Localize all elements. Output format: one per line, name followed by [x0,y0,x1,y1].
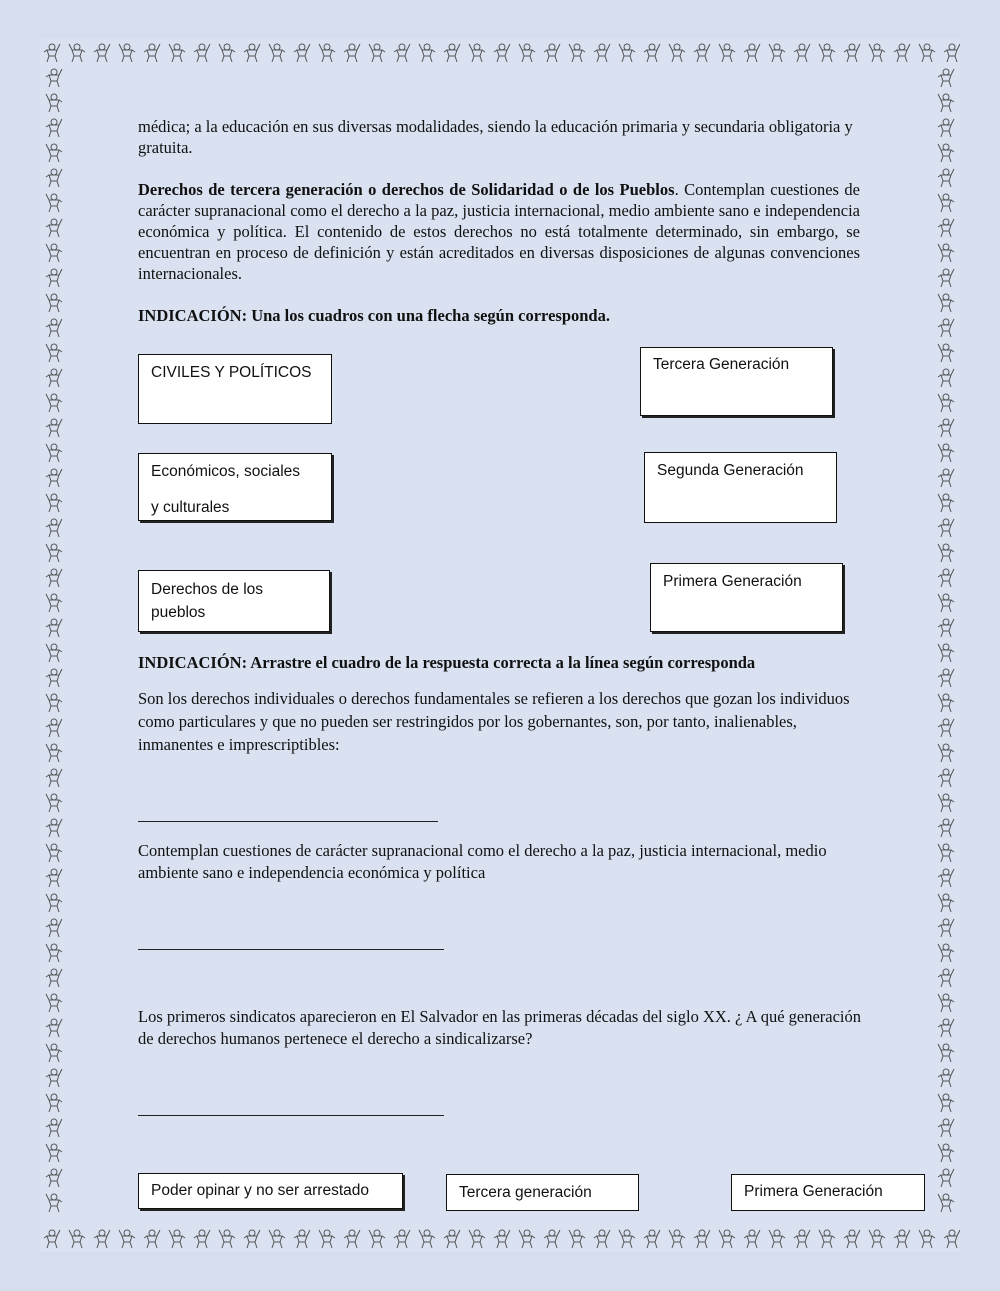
border-figure-icon [844,44,860,62]
border-figure-icon [938,269,954,287]
border-figure-icon [46,244,62,262]
match-left-box-label: Económicos, sociales [151,463,301,480]
border-figure-icon [844,1230,860,1248]
decorative-border-top [40,38,960,66]
border-figure-icon [46,594,62,612]
border-figure-icon [944,1230,960,1248]
match-left-box-label: Derechos de los [151,581,264,598]
border-figure-icon [938,469,954,487]
border-figure-icon [938,394,954,412]
border-figure-icon [938,244,954,262]
border-figure-icon [569,44,585,62]
border-figure-icon [494,44,510,62]
border-figure-icon [894,1230,910,1248]
border-figure-icon [46,1144,62,1162]
border-figure-icon [938,644,954,662]
match-left-box-civiles[interactable] [138,354,332,424]
border-figure-icon [194,1230,210,1248]
border-figure-icon [938,69,954,87]
border-figure-icon [938,1019,954,1037]
border-figure-icon [619,44,635,62]
border-figure-icon [46,644,62,662]
border-figure-icon [169,44,185,62]
border-figure-icon [46,119,62,137]
border-figure-icon [544,1230,560,1248]
match-right-box-label: Segunda Generación [657,462,804,479]
match-right-box-label: Tercera Generación [653,356,790,373]
border-figure-icon [46,994,62,1012]
border-figure-icon [46,819,62,837]
border-figure-icon [46,869,62,887]
border-figure-icon [938,894,954,912]
border-figure-icon [744,44,760,62]
border-figure-icon [938,794,954,812]
border-figure-icon [938,144,954,162]
border-figure-icon [938,969,954,987]
border-figure-icon [938,1194,954,1212]
border-figure-icon [46,494,62,512]
border-figure-icon [694,1230,710,1248]
border-figure-icon [394,44,410,62]
border-figure-icon [769,1230,785,1248]
border-figure-icon [244,44,260,62]
border-figure-icon [46,769,62,787]
border-figure-icon [938,819,954,837]
border-figure-icon [46,944,62,962]
border-figure-icon [938,444,954,462]
border-strip-svg [932,66,960,1224]
third-generation-title: Derechos de tercera generación o derechos de Solidaridad o de los Pueblos [138,180,675,199]
border-figure-icon [46,319,62,337]
border-figure-icon [644,1230,660,1248]
border-figure-icon [938,869,954,887]
border-figure-icon [169,1230,185,1248]
match-right-box-tercera[interactable] [640,347,833,416]
border-figure-icon [46,794,62,812]
border-figure-icon [519,44,535,62]
border-figure-icon [938,594,954,612]
border-figure-icon [938,169,954,187]
border-figure-icon [919,1230,935,1248]
border-figure-icon [769,44,785,62]
border-figure-icon [919,44,935,62]
drag-option-poder-opinar[interactable] [138,1173,403,1209]
border-figure-icon [69,1230,85,1248]
border-figure-icon [744,1230,760,1248]
border-figure-icon [669,1230,685,1248]
border-figure-icon [46,269,62,287]
border-figure-icon [594,1230,610,1248]
border-figure-icon [644,44,660,62]
border-figure-icon [44,44,60,62]
border-figure-icon [46,69,62,87]
border-figure-icon [369,44,385,62]
border-figure-icon [46,1119,62,1137]
border-figure-icon [294,44,310,62]
question-1: Son los derechos individuales o derechos fundamentales se refieren a los derechos que gozan los individuos como particulares y que no pueden ser restringidos por los gobernantes, son, por tanto, inalienables, inmanentes e imprescriptibles: [138,689,850,754]
border-figure-icon [794,1230,810,1248]
border-figure-icon [46,669,62,687]
answer-line-3[interactable] [138,1115,444,1116]
decorative-border-bottom [40,1224,960,1252]
border-figure-icon [46,294,62,312]
border-figure-icon [46,894,62,912]
match-right-box-primera[interactable] [650,563,843,632]
answer-line-2[interactable] [138,949,444,950]
border-figure-icon [938,944,954,962]
border-figure-icon [394,1230,410,1248]
border-figure-icon [494,1230,510,1248]
third-generation-paragraph [138,179,860,284]
border-figure-icon [938,119,954,137]
border-figure-icon [46,419,62,437]
border-figure-icon [46,169,62,187]
match-left-box-label-line2: pueblos [151,604,206,621]
match-right-box-segunda[interactable] [644,452,837,523]
border-figure-icon [938,744,954,762]
border-figure-icon [46,569,62,587]
border-figure-icon [319,44,335,62]
border-figure-icon [694,44,710,62]
match-left-box-economicos[interactable] [138,453,332,521]
border-figure-icon [219,44,235,62]
border-figure-icon [938,1169,954,1187]
border-figure-icon [144,44,160,62]
border-figure-icon [894,44,910,62]
border-figure-icon [46,1194,62,1212]
border-strip-svg [40,38,960,66]
border-figure-icon [419,1230,435,1248]
drag-option-label: Tercera generación [459,1184,592,1201]
border-figure-icon [938,294,954,312]
border-figure-icon [319,1230,335,1248]
drag-option-label: Primera Generación [744,1183,883,1200]
border-figure-icon [444,44,460,62]
border-figure-icon [269,44,285,62]
border-strip-svg [40,1224,960,1252]
border-figure-icon [46,219,62,237]
border-figure-icon [344,44,360,62]
border-figure-icon [294,1230,310,1248]
border-figure-icon [938,194,954,212]
border-figure-icon [119,44,135,62]
border-figure-icon [46,144,62,162]
border-figure-icon [938,369,954,387]
border-figure-icon [46,394,62,412]
border-figure-icon [44,1230,60,1248]
border-figure-icon [46,919,62,937]
border-figure-icon [519,1230,535,1248]
border-figure-icon [544,44,560,62]
border-figure-icon [938,344,954,362]
border-figure-icon [869,44,885,62]
border-figure-icon [869,1230,885,1248]
border-figure-icon [938,219,954,237]
border-figure-icon [46,519,62,537]
border-figure-icon [938,994,954,1012]
border-figure-icon [469,44,485,62]
border-figure-icon [46,744,62,762]
border-figure-icon [46,619,62,637]
match-left-box-label-line2: y culturales [151,499,230,516]
border-figure-icon [819,1230,835,1248]
border-strip-svg [40,66,68,1224]
border-figure-icon [46,694,62,712]
border-figure-icon [46,1044,62,1062]
border-figure-icon [469,1230,485,1248]
border-figure-icon [94,44,110,62]
border-figure-icon [938,1144,954,1162]
border-figure-icon [269,1230,285,1248]
border-figure-icon [46,94,62,112]
border-figure-icon [46,1019,62,1037]
border-figure-icon [938,769,954,787]
border-figure-icon [344,1230,360,1248]
match-left-box-pueblos[interactable] [138,570,330,632]
border-figure-icon [46,469,62,487]
border-figure-icon [46,844,62,862]
border-figure-icon [244,1230,260,1248]
border-figure-icon [46,1069,62,1087]
border-figure-icon [794,44,810,62]
border-figure-icon [938,569,954,587]
border-figure-icon [46,369,62,387]
border-figure-icon [46,719,62,737]
border-figure-icon [94,1230,110,1248]
border-figure-icon [46,969,62,987]
border-figure-icon [46,544,62,562]
matching-instruction: INDICACIÓN: Una los cuadros con una flecha según corresponda. [138,306,610,325]
question-3: Los primeros sindicatos aparecieron en El Salvador en las primeras décadas del siglo XX. ¿ A qué generación de derechos humanos pertenece el derecho a sindicalizarse? [138,1007,862,1048]
drag-option-tercera-generacion[interactable] [446,1174,639,1211]
answer-line-1[interactable] [138,821,438,822]
border-figure-icon [619,1230,635,1248]
border-figure-icon [69,44,85,62]
border-figure-icon [938,494,954,512]
drag-option-label: Poder opinar y no ser arrestado [151,1182,369,1199]
question-2: Contemplan cuestiones de carácter supranacional como el derecho a la paz, justicia internacional, medio ambiente sano e independencia económica y política [138,841,827,882]
border-figure-icon [46,1169,62,1187]
match-right-box-label: Primera Generación [663,573,802,590]
border-figure-icon [46,444,62,462]
border-figure-icon [119,1230,135,1248]
border-figure-icon [569,1230,585,1248]
border-figure-icon [938,669,954,687]
border-figure-icon [938,1119,954,1137]
border-figure-icon [46,194,62,212]
border-figure-icon [938,694,954,712]
third-generation-text: . Contemplan cuestiones de carácter supranacional como el derecho a la paz, justicia internacional, medio ambiente sano e independencia económica y política. El contenido de estos derechos no está totalmente determinado, sin embargo, se encuentran en proceso de definición y están acreditados en diversas disposiciones de algunas convenciones internacionales. [138,180,860,283]
border-figure-icon [938,1044,954,1062]
border-figure-icon [938,419,954,437]
drag-instruction: INDICACIÓN: Arrastre el cuadro de la respuesta correcta a la línea según corresponda [138,653,756,672]
border-figure-icon [194,44,210,62]
intro-continuation: médica; a la educación en sus diversas modalidades, siendo la educación primaria y secundaria obligatoria y gratuita. [138,117,853,157]
border-figure-icon [819,44,835,62]
border-figure-icon [369,1230,385,1248]
decorative-border-left [40,66,68,1224]
border-figure-icon [938,619,954,637]
border-figure-icon [938,1069,954,1087]
worksheet-page [40,38,960,1252]
border-figure-icon [938,844,954,862]
border-figure-icon [144,1230,160,1248]
border-figure-icon [419,44,435,62]
border-figure-icon [444,1230,460,1248]
border-figure-icon [719,44,735,62]
match-left-box-label: CIVILES Y POLÍTICOS [151,364,312,381]
border-figure-icon [938,94,954,112]
border-figure-icon [669,44,685,62]
border-figure-icon [46,1094,62,1112]
drag-option-primera-generacion[interactable] [731,1174,925,1211]
border-figure-icon [938,544,954,562]
border-figure-icon [46,344,62,362]
border-figure-icon [938,919,954,937]
border-figure-icon [594,44,610,62]
border-figure-icon [938,1094,954,1112]
border-figure-icon [944,44,960,62]
decorative-border-right [932,66,960,1224]
border-figure-icon [219,1230,235,1248]
border-figure-icon [719,1230,735,1248]
border-figure-icon [938,519,954,537]
border-figure-icon [938,719,954,737]
border-figure-icon [938,319,954,337]
